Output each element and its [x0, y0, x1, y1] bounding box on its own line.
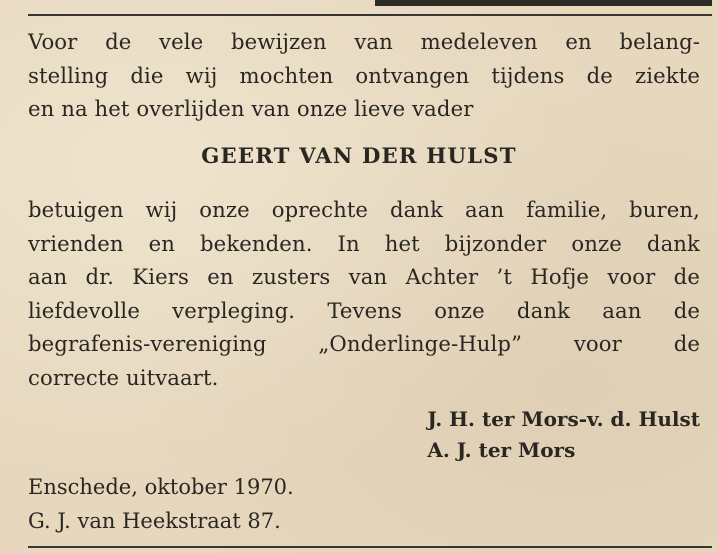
signature-line: J. H. ter Mors-v. d. Hulst	[427, 407, 700, 431]
top-border-line	[28, 14, 712, 16]
thanks-line: betuigen wij onze oprechte dank aan familie, buren,	[28, 197, 700, 222]
signature-line: A. J. ter Mors	[427, 438, 576, 462]
top-border-heavy	[375, 0, 712, 6]
signatures	[427, 404, 700, 466]
thanks-line: correcte uitvaart.	[28, 364, 219, 390]
address: G. J. van Heekstraat 87.	[28, 509, 281, 533]
thanks-line: begrafenis-vereniging „Onderlinge-Hulp” voor de	[28, 331, 700, 356]
deceased-name: GEERT VAN DER HULST	[201, 143, 517, 168]
thanks-line: aan dr. Kiers en zusters van Achter ’t Hofje voor de	[28, 264, 700, 289]
thanks-line: vrienden en bekenden. In het bijzonder onze dank	[28, 230, 700, 256]
intro-paragraph	[28, 25, 700, 126]
place-date: Enschede, oktober 1970.	[28, 475, 294, 499]
thanks-line: liefdevolle verpleging. Tevens onze dank aan de	[28, 297, 700, 323]
thanks-paragraph	[28, 193, 700, 394]
intro-line: Voor de vele bewijzen van medeleven en belang-	[28, 29, 700, 54]
intro-line: stelling die wij mochten ontvangen tijdens de ziekte	[28, 62, 700, 88]
intro-line: en na het overlijden van onze lieve vader	[28, 96, 474, 121]
bottom-border-line	[28, 546, 712, 548]
sender-info	[28, 470, 294, 538]
